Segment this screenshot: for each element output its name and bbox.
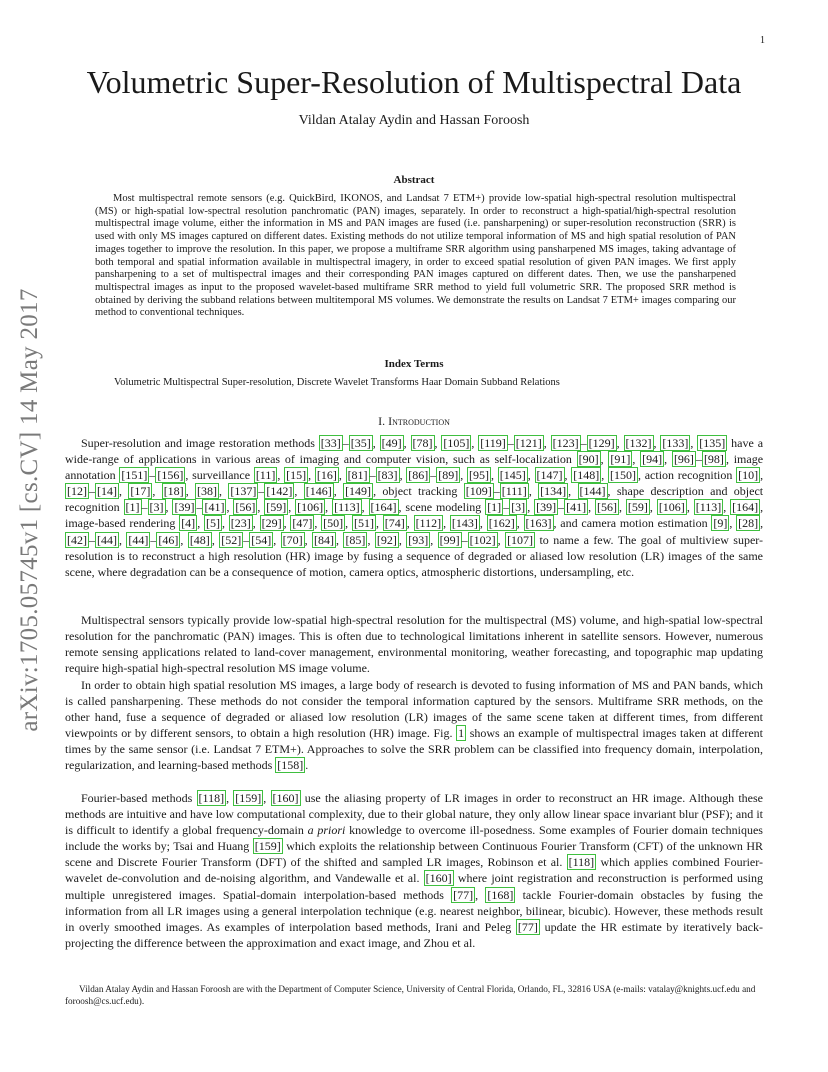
citation-link[interactable]: [48] [189, 532, 210, 547]
citation-link[interactable]: 1 [458, 726, 465, 741]
citation-link[interactable]: [134] [540, 484, 567, 499]
citation-link[interactable]: [51] [353, 516, 374, 531]
index-terms-heading: Index Terms [384, 358, 444, 370]
citation-link[interactable]: [35] [350, 436, 371, 450]
citation-link[interactable]: [17] [130, 484, 151, 499]
citation-link[interactable]: [123] [552, 436, 579, 450]
body-paragraph: Multispectral sensors typically provide low-spatial high-spectral resolution for the multispectral (MS) volume, and high-spatial low-spectral resolution for the panchromatic (PAN) images. This is often due to technological limitations inherent in satellite sensors. However, numerous remote sensing applications related to land-cover management, environmental monitoring, weather forecasting, and topographic map updating require high-spatial high-spectral resolution MS image volume. [65, 613, 763, 676]
citation-link[interactable]: [59] [627, 500, 648, 515]
citation-link[interactable]: [158] [277, 758, 304, 773]
citation-link[interactable]: [109] [465, 484, 492, 499]
citation-link[interactable]: [148] [573, 468, 600, 483]
citation-link[interactable]: [93] [408, 532, 429, 547]
section-heading [0, 414, 828, 429]
citation-link[interactable]: [28] [738, 516, 759, 531]
citation-link[interactable]: [41] [566, 500, 587, 515]
citation-link[interactable]: [168] [487, 887, 514, 902]
citation-link[interactable]: [1] [125, 500, 140, 515]
citation-link[interactable]: [160] [272, 791, 299, 805]
citation-link[interactable]: [23] [230, 516, 251, 531]
citation-link[interactable]: [83] [377, 468, 398, 483]
citation-link[interactable]: [39] [174, 500, 195, 515]
citation-link[interactable]: [96] [673, 452, 694, 467]
citation-link[interactable]: [160] [425, 871, 452, 886]
citation-link[interactable]: [163] [525, 516, 552, 531]
citation-link[interactable]: [12] [67, 484, 87, 499]
citation-link[interactable]: [74] [384, 516, 405, 531]
citation-link[interactable]: [146] [305, 484, 332, 499]
citation-link[interactable]: [10] [738, 468, 759, 483]
section-number: I. [378, 414, 389, 428]
citation-link[interactable]: [59] [266, 500, 287, 515]
author-footnote: Vildan Atalay Aydin and Hassan Foroosh are with the Department of Computer Science, University of Central Florida, Orlando, FL, 32816 USA (e-mails: vatalay@knights.ucf.edu and foroosh@cs.ucf.edu). [65, 984, 756, 1006]
citation-link[interactable]: [70] [282, 532, 303, 547]
citation-link[interactable]: [54] [251, 532, 272, 547]
citation-link[interactable]: [162] [488, 516, 515, 531]
citation-link[interactable]: [9] [713, 516, 728, 531]
citation-link[interactable]: [95] [469, 468, 490, 483]
citation-link[interactable]: [133] [662, 436, 689, 450]
citation-link[interactable]: [137] [230, 484, 257, 499]
citation-link[interactable]: [107] [507, 532, 534, 547]
body-paragraph: Super-resolution and image restoration methods [33] – [35] , [49] , [78] , [105] , [119] – [121] , [123] – [129] , [132] , [133] , [135] have a wide-range of applications in various areas of imaging and computer vision, such as self-localization [90] , [91] , [94] , [96] – [98] , image annotation [151] – [156] , surveillance [11] , [15] , [16] , [81] – [83] , [86] – [89] , [95] , [145] , [147] , [148] , [150] , action recognition [10] , [12] – [14] , [17] , [18] , [38] , [137] – [142] , [146] , [149] , object tracking [109] – [111] , [134] , [144] , shape description and object recognition [1] – [3] , [39] – [41] , [56] , [59] , [106] , [113] , [164] , scene modeling [1] – [3] , [39] – [41] , [56] , [59] , [106] , [113] , [164] , image-based rendering [4] , [5] , [23] , [29] , [47] , [50] , [51] , [74] , [112] , [143] , [162] , [163] , and camera motion estimation [9] , [28] , [42] – [44] , [44] – [46] , [48] , [52] – [54] , [70] , [84] , [85] , [92] , [93] , [99] – [102] , [107] to name a few. The goal of multiview super-resolution is to reconstruct a high resolution (HR) image by fusing a sequence of degraded or aliased low resolution (LR) images of the same scene, where degradation can be a consequence of motion, camera optics, atmospheric distortions, undersampling, etc. [65, 436, 764, 579]
citation-link[interactable]: [84] [314, 532, 335, 547]
citation-link[interactable]: [46] [158, 532, 179, 547]
citation-link[interactable]: [90] [578, 452, 599, 467]
citation-link[interactable]: [5] [205, 516, 220, 531]
citation-link[interactable]: [56] [235, 500, 256, 515]
citation-link[interactable]: [118] [198, 791, 225, 805]
citation-link[interactable]: [129] [588, 436, 615, 450]
citation-link[interactable]: [118] [568, 855, 595, 870]
citation-link[interactable]: [147] [536, 468, 563, 483]
body-paragraph: In order to obtain high spatial resolution MS images, a large body of research is devoted to fusing information of MS and PAN bands, which is called pansharpening. These methods do not consider the temporal information captured by the sensors. Multiframe SRR methods, on the other hand, fuse a sequence of degraded or aliased low resolution (LR) images of the same scene taken at different times, from different viewpoints or by different sensors, to obtain a high resolution (HR) image. Fig. 1 shows an example of multispectral images taken at different times by the same sensor (i.e. Landsat 7 ETM+). Approaches to solve the SRR problem can be classified into frequency domain, interpolation, regularization, and learning-based methods [158] . [65, 678, 763, 773]
citation-link[interactable]: [47] [292, 516, 313, 531]
page-number: 1 [760, 35, 765, 46]
citation-link[interactable]: [150] [609, 468, 636, 483]
citation-link[interactable]: [29] [261, 516, 282, 531]
citation-link[interactable]: [78] [412, 436, 433, 450]
citation-link[interactable]: [119] [480, 436, 506, 450]
citation-link[interactable]: [106] [297, 500, 324, 515]
citation-link[interactable]: [11] [255, 468, 276, 483]
citation-link[interactable]: [142] [266, 484, 293, 499]
citation-link[interactable]: [135] [699, 436, 726, 450]
citation-link[interactable]: [106] [658, 500, 685, 515]
citation-link[interactable]: [164] [732, 500, 759, 515]
citation-link[interactable]: [50] [323, 516, 344, 531]
citation-link[interactable]: [42] [67, 532, 87, 547]
citation-link[interactable]: [164] [370, 500, 397, 515]
citation-link[interactable]: [113] [334, 500, 360, 515]
citation-link[interactable]: [149] [345, 484, 372, 499]
citation-link[interactable]: [132] [625, 436, 652, 450]
citation-link[interactable]: [38] [197, 484, 218, 499]
citation-link[interactable]: [99] [439, 532, 460, 547]
citation-link[interactable]: [49] [381, 436, 402, 450]
citation-link[interactable]: [112] [415, 516, 442, 531]
citation-link[interactable]: [41] [204, 500, 225, 515]
emphasis-text: a priori [307, 823, 346, 838]
abstract-text: Most multispectral remote sensors (e.g. QuickBird, IKONOS, and Landsat 7 ETM+) provide low-spatial high-spectral resolution multispectral (MS) or high-spatial low-spectral resolution panchromatic (PAN) images, separately. In order to reconstruct a high-spatial/high-spectral resolution multispectral image volume, either the information in MS and PAN images are fused (i.e. pansharpening) or super-resolution reconstruction (SRR) is used with only MS images captured on different dates. Existing methods do not utilize temporal information of MS and high spatial resolution of PAN images together to improve the resolution. In this paper, we propose a multiframe SRR algorithm using pansharpened MS images, taking advantage of both temporal and spatial information available in multispectral imagery, in order to exceed spatial resolution of given PAN images. We first apply pansharpening to a set of multispectral images and their corresponding PAN images captured on different dates. Then, we use the pansharpened multispectral images as input to the proposed wavelet-based multiframe SRR method to yield full volumetric SRR. The proposed SRR method is obtained by deriving the subband relations between multitemporal MS volumes. We demonstrate the results on Landsat 7 ETM+ images comparing our method to conventional techniques. [95, 193, 736, 319]
abstract-heading: Abstract [393, 174, 435, 186]
citation-link[interactable]: [81] [347, 468, 368, 483]
citation-link[interactable]: [3] [511, 500, 526, 515]
citation-link[interactable]: [77] [453, 887, 474, 902]
citation-link[interactable]: [16] [316, 468, 337, 483]
citation-link[interactable]: [102] [469, 532, 496, 547]
section-title: Introduction [388, 414, 450, 428]
arxiv-sidebar [10, 250, 50, 770]
citation-link[interactable]: [18] [163, 484, 184, 499]
citation-link[interactable]: [44] [97, 532, 117, 547]
citation-link[interactable]: [159] [235, 791, 262, 805]
citation-link[interactable]: [3] [149, 500, 164, 515]
citation-link[interactable]: [1] [487, 500, 502, 515]
citation-link[interactable]: [105] [443, 436, 470, 450]
citation-link[interactable]: [92] [376, 532, 397, 547]
citation-link[interactable]: [44] [128, 532, 149, 547]
citation-link[interactable]: [159] [254, 839, 281, 854]
paper-title: Volumetric Super-Resolution of Multispectral Data [86, 64, 742, 100]
citation-link[interactable]: [151] [121, 468, 148, 483]
citation-link[interactable]: [39] [536, 500, 557, 515]
citation-link[interactable]: [15] [286, 468, 307, 483]
citation-link[interactable]: [91] [610, 452, 631, 467]
body-paragraph: Fourier-based methods [118] , [159] , [160] use the aliasing property of LR images in order to reconstruct an HR image. Although these methods are intuitive and have low computational complexity, due to their global nature, they only allow linear space invariant blur (PSF); and it is difficult to identify a global frequency-domain a priori knowledge to overcome ill-posedness. Some examples of Fourier domain techniques include the works by; Tsai and Huang [159] which exploits the relationship between Continuous Fourier Transform (CFT) of the unknown HR scene and Discrete Fourier Transform (DFT) of the shifted and sampled LR images, Robinson et al. [118] which applies combined Fourier-wavelet de-convolution and de-noising algorithm, and Vandewalle et al. [160] where joint registration and reconstruction is performed using multiple unregistered images. Spatial-domain interpolation-based methods [77] , [168] tackle Fourier-domain obstacles by fusing the information from all LR images using a general interpolation technique (e.g. nearest neighbor, bilinear, bicubic). However, these methods result in overly smoothed images. As examples of interpolation based methods, Irani and Peleg [77] update the HR estimate by iteratively back-projecting the difference between the approximation and exact image, and Zhou et al. [65, 791, 764, 950]
citation-link[interactable]: [14] [97, 484, 117, 499]
citation-link[interactable]: [33] [320, 436, 341, 450]
arxiv-identifier: arXiv:1705.05745v1 [cs.CV] 14 May 2017 [16, 288, 43, 732]
citation-link[interactable]: [89] [438, 468, 459, 483]
citation-link[interactable]: [52] [221, 532, 242, 547]
citation-link[interactable]: [94] [642, 452, 663, 467]
citation-link[interactable]: [144] [579, 484, 606, 499]
citation-link[interactable]: [85] [345, 532, 366, 547]
citation-link[interactable]: [156] [157, 468, 184, 483]
citation-link[interactable]: [77] [517, 919, 538, 934]
citation-link[interactable]: [56] [597, 500, 617, 515]
citation-link[interactable]: [121] [515, 436, 542, 450]
index-terms-text: Volumetric Multispectral Super-resolution, Discrete Wavelet Transforms Haar Domain Subband Relations [114, 377, 560, 388]
citation-link[interactable]: [143] [451, 516, 478, 531]
citation-link[interactable]: [111] [501, 484, 527, 499]
citation-link[interactable]: [145] [499, 468, 526, 483]
paper-authors: Vildan Atalay Aydin and Hassan Foroosh [298, 113, 530, 128]
citation-link[interactable]: [4] [181, 516, 196, 531]
citation-link[interactable]: [98] [703, 452, 724, 467]
citation-link[interactable]: [113] [695, 500, 722, 515]
citation-link[interactable]: [86] [408, 468, 429, 483]
